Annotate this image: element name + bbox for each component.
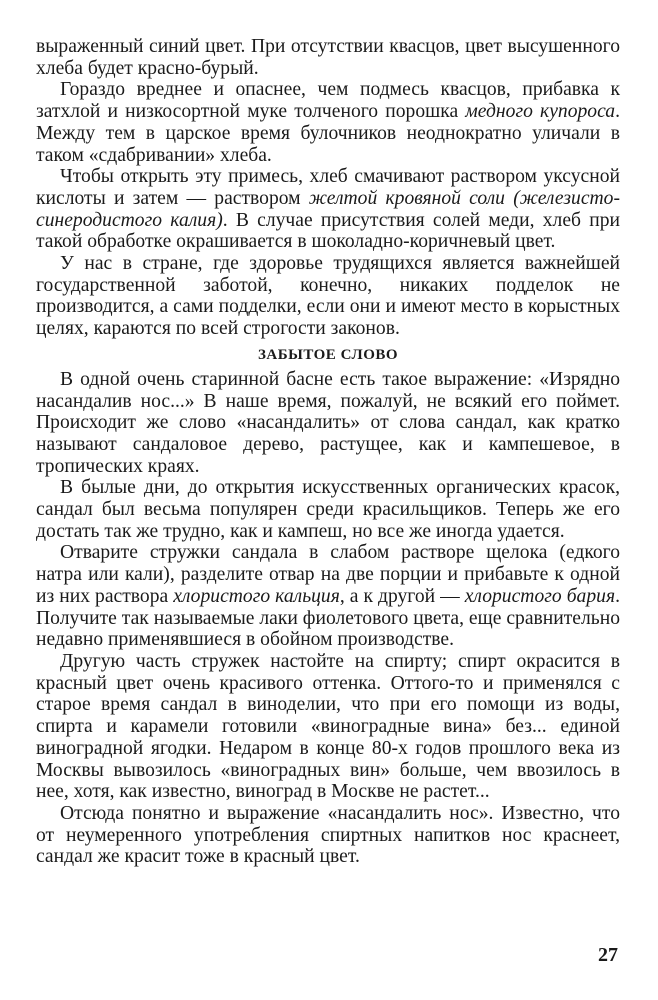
page-number: 27: [598, 944, 618, 966]
paragraph: Отварите стружки сандала в слабом растворе щелока (едкого натра или кали), разделите отвар на две порции и прибавьте к одной из них раствора хлористого кальция, а к другой — хлористого бария. Получите так называемые лаки фиолетового цвета, еще сравнительно недавно применявшиеся в обойном производстве.: [36, 542, 620, 651]
paragraph: выраженный синий цвет. При отсутствии квасцов, цвет высушенного хлеба будет красно-бурый.: [36, 36, 620, 79]
section-heading: ЗАБЫТОЕ СЛОВО: [257, 346, 399, 363]
italic-term: хлористого кальция: [173, 585, 340, 607]
italic-term: медного купороса: [465, 101, 616, 123]
paragraph: Отсюда понятно и выражение «насандалить нос». Известно, что от неумеренного употребления спиртных напитков нос краснеет, сандал же красит тоже в красный цвет.: [36, 802, 620, 868]
italic-term: желтой кровяной соли (железисто-синеродистого калия): [36, 187, 620, 231]
paragraph: У нас в стране, где здоровье трудящихся является важнейшей государственной заботой, конечно, никаких подделок не производится, а сами подделки, если они и имеют место в корыстных целях, караются по всей строгости законов.: [36, 253, 620, 340]
paragraph: Гораздо вреднее и опаснее, чем подмесь квасцов, прибавка к затхлой и низкосортной муке толченого порошка медного купороса. Между тем в царское время булочников неоднократно уличали в таком «сдабривании» хлеба.: [36, 79, 620, 166]
italic-term: хлористого бария: [464, 585, 616, 607]
paragraph: В одной очень старинной басне есть такое выражение: «Изрядно насандалив нос...» В наше время, пожалуй, не всякий его поймет. Происходит же слово «насандалить» от слова сандал, как кратко называют сандаловое дерево, растущее, как и кампешевое, в тропических краях.: [36, 368, 620, 477]
paragraph: Чтобы открыть эту примесь, хлеб смачивают раствором уксусной кислоты и затем — раствором желтой кровяной соли (железисто-синеродистого калия). В случае присутствия солей меди, хлеб при такой обработке окрашивается в шоколадно-коричневый цвет.: [36, 166, 620, 253]
book-page: [36, 36, 620, 868]
paragraph: Другую часть стружек настойте на спирту; спирт окрасится в красный цвет очень красивого оттенка. Оттого-то и применялся с старое время сандал в виноделии, что при его помощи из воды, спирта и карамели готовили «виноградные вина» без... единой виноградной ягодки. Недаром в конце 80-х годов прошлого века из Москвы вывозилось «виноградных вин» больше, чем ввозилось в нее, хотя, как известно, виноград в Москве не растет...: [36, 650, 620, 803]
paragraph: В былые дни, до открытия искусственных органических красок, сандал был весьма популярен среди красильщиков. Теперь же его достать так же трудно, как и кампеш, но все же иногда удается.: [36, 477, 620, 542]
